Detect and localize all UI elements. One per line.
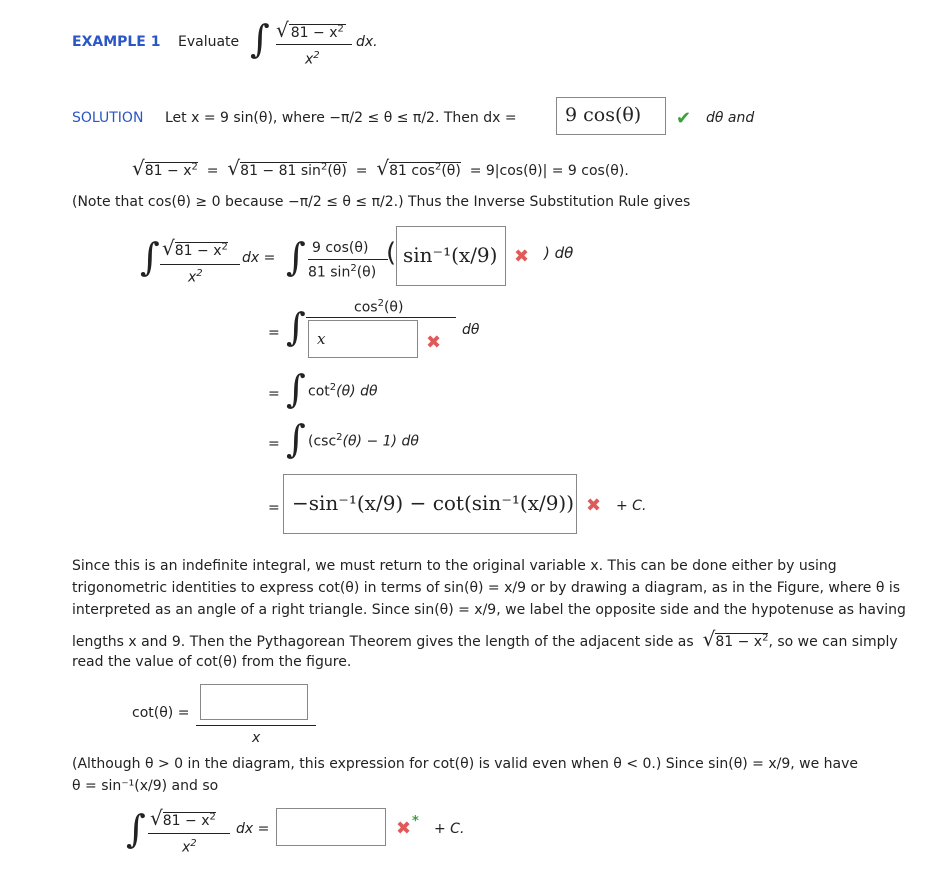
final-numerator: $√81 - x^2$ <box>150 806 216 830</box>
integral-sign: ∫ <box>286 417 306 461</box>
sqrt-identity-line: $√81 - x^2 = √81 - 81$ $\sin^2(\theta) = √81$ $\cos^2(\theta) = 9|\cos(\theta)| = 9$ cos(θ). <box>132 156 629 180</box>
final-line-2: θ = sin⁻¹(x/9) and so <box>72 778 219 794</box>
correct-check-icon: ✔ <box>676 108 692 129</box>
solution-label: SOLUTION <box>72 110 144 126</box>
paragraph-line-3: interpreted as an angle of a right triangle. Since sin(θ) = x/9, we label the opposite side and the hypotenuse as having <box>72 602 906 618</box>
step4-expr: $(\csc^2(\theta) - 1)$ dθ <box>308 432 419 450</box>
step2-num-text2: (θ) <box>383 299 404 316</box>
step1-frac-den: 81 $\sin^2(\theta)$ <box>308 263 377 281</box>
cot-label: cot(θ) = <box>132 705 190 721</box>
step1-frac-num: 9 cos(θ) <box>312 240 369 256</box>
lhs-den-text: x <box>188 269 197 286</box>
step3-text: cot <box>308 383 330 400</box>
step4-eq: = <box>268 436 280 452</box>
step3-eq: = <box>268 386 280 402</box>
step1-lhs-denominator: $x^2$ <box>188 268 203 286</box>
left-paren: ( <box>386 238 397 268</box>
step2-num-text: cos <box>354 299 378 316</box>
integral-sign: ∫ <box>250 17 270 61</box>
step5-plus-c: + C. <box>616 498 647 514</box>
integral-sign: ∫ <box>140 235 160 279</box>
step3-text-b: (θ) dθ <box>336 383 378 400</box>
step5-answer-box[interactable] <box>283 474 577 534</box>
final-answer-box[interactable] <box>276 808 386 846</box>
step5-answer-value: −sin⁻¹(x/9) − cot(sin⁻¹(x/9)) <box>292 491 575 515</box>
solution-text-2: dθ and <box>706 110 755 126</box>
step1-dx-eq: dx = <box>242 250 276 266</box>
dx-answer-box[interactable] <box>556 97 666 135</box>
step2-answer-value: x <box>317 330 326 348</box>
final-den-text: x <box>182 839 191 856</box>
integral-sign: ∫ <box>126 807 146 851</box>
sqrt-c2: (θ) <box>441 163 461 179</box>
final-plus-c: + C. <box>434 821 465 837</box>
step4-text-b: (θ) − 1) dθ <box>342 433 419 450</box>
wrong-x-icon: ✖ <box>426 332 442 353</box>
example-fraction-bar <box>276 44 352 45</box>
step1-lhs-numerator: $√81 - x^2$ <box>162 236 228 260</box>
sqrt-a: 81 − x <box>144 163 192 179</box>
star-icon: * <box>412 814 419 829</box>
integral-sign: ∫ <box>286 367 306 411</box>
evaluate-text: Evaluate <box>178 34 240 50</box>
final-dx-eq: dx = <box>236 821 270 837</box>
step1-answer-box[interactable] <box>396 226 506 286</box>
paragraph-line-5: read the value of cot(θ) from the figure. <box>72 654 352 670</box>
frac-den-text2: (θ) <box>356 264 377 281</box>
paragraph-sqrt: 81 − x <box>715 634 763 650</box>
step4-text: (csc <box>308 433 337 450</box>
example-label: EXAMPLE 1 <box>72 34 161 50</box>
dx-answer-value: 9 cos(θ) <box>565 104 642 126</box>
sqrt-eq2: = <box>355 163 368 179</box>
sqrt-eq1: = <box>206 163 219 179</box>
step2-dtheta: dθ <box>462 322 480 338</box>
step1-frac-bar <box>308 259 388 260</box>
example-dx: dx. <box>356 34 378 50</box>
wrong-x-icon: ✖ <box>586 495 602 516</box>
sqrt-c: 81 cos <box>389 163 435 179</box>
example-denominator: $x^2$ <box>305 50 320 68</box>
integral-sign: ∫ <box>286 235 306 279</box>
frac-den-text: 81 sin <box>308 264 351 281</box>
paragraph-line-4-text: lengths x and 9. Then the Pythagorean Theorem gives the length of the adjacent side as <box>72 634 694 650</box>
example-numerator: √ $81 - x^2$ <box>276 18 344 42</box>
step3-expr: $\cot^2(\theta)$ dθ <box>308 382 378 400</box>
wrong-x-icon: ✖ <box>514 246 530 267</box>
step5-eq: = <box>268 500 280 516</box>
cot-denominator: x <box>252 730 261 746</box>
final-line-1: (Although θ > 0 in the diagram, this expression for cot(θ) is valid even when θ < 0.) Since sin(θ) = x/9, we have <box>72 756 859 772</box>
step1-dtheta: ) dθ <box>544 244 574 262</box>
final-denominator: $x^2$ <box>182 838 197 856</box>
step2-answer-box[interactable] <box>308 320 418 358</box>
integral-sign: ∫ <box>286 305 306 349</box>
paragraph-line-1: Since this is an indefinite integral, we must return to the original variable x. This can be done either by using <box>72 558 837 574</box>
final-num-text: 81 − x <box>162 813 210 829</box>
paragraph-line-4: lengths x and 9. Then the Pythagorean Theorem gives the length of the adjacent side as $√81 - x^2$, so we can simply <box>72 627 898 651</box>
note-line: (Note that cos(θ) ≥ 0 because −π/2 ≤ θ ≤ π/2.) Thus the Inverse Substitution Rule gives <box>72 194 691 210</box>
cot-fraction-bar <box>196 725 316 726</box>
cot-answer-box[interactable] <box>200 684 308 720</box>
step1-answer-value: sin⁻¹(x/9) <box>403 243 498 267</box>
sqrt-b2: (θ) <box>327 163 347 179</box>
example-denominator-text: x <box>305 51 314 68</box>
step2-eq: = <box>268 325 280 341</box>
step1-lhs-bar <box>160 264 240 265</box>
step2-bar <box>306 317 456 318</box>
wrong-x-icon: ✖ <box>396 818 412 839</box>
solution-text-1: Let x = 9 sin(θ), where −π/2 ≤ θ ≤ π/2. Then dx = <box>165 110 517 126</box>
final-fraction-bar <box>148 833 230 834</box>
lhs-num-text: 81 − x <box>174 243 222 259</box>
paragraph-line-4-end: , so we can simply <box>768 634 898 650</box>
sqrt-rest: = 9|cos(θ)| = 9 cos(θ). <box>469 163 629 179</box>
step2-num: $\cos^2(\theta)$ <box>354 298 404 316</box>
sqrt-b: 81 − 81 sin <box>240 163 321 179</box>
paragraph-line-2: trigonometric identities to express cot(θ) in terms of sin(θ) = x/9 or by drawing a diagram, as in the Figure, where θ is <box>72 580 901 596</box>
example-numerator-text: 81 − x <box>290 25 338 41</box>
